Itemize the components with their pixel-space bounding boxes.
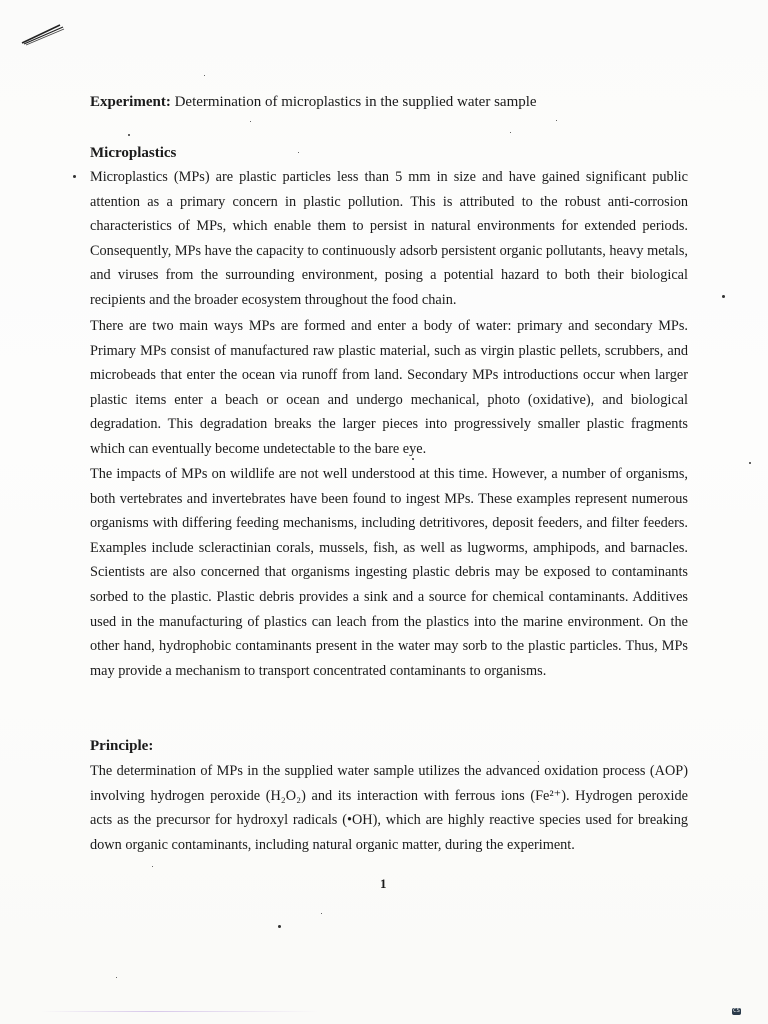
scan-speck [722, 295, 725, 298]
page-number: 1 [380, 876, 387, 891]
title-text: Determination of microplastics in the supplied water sample [170, 94, 537, 110]
scan-speck [321, 913, 322, 914]
scan-speck [278, 925, 281, 928]
pen-scribble-mark [20, 22, 66, 46]
scan-speck [128, 134, 130, 136]
paragraph-mps-definition: Microplastics (MPs) are plastic particles less than 5 mm in size and have gained significant public attention as a primary concern in plastic pollution. This is attributed to the robust anti-corrosion characteristics of MPs, which enable them to persist in natural environments for extended periods. Consequently, MPs have the capacity to continuously adsorb persistent organic pollutants, heavy metals, and viruses from the surrounding environment, posing a potential hazard to both their biological recipients and the broader ecosystem throughout the food chain. [90, 169, 688, 308]
title-label: Experiment: [90, 94, 171, 110]
paragraph-mps-impacts: The impacts of MPs on wildlife are not well understood at this time. However, a number of organisms, both vertebrates and invertebrates have been found to ingest MPs. These examples represent numerous organisms with differing feeding mechanisms, including detritivores, deposit feeders, and filter feeders. Examples include scleractinian corals, mussels, fish, as well as lugworms, amphipods, and barnacles. Scientists are also concerned that organisms ingesting plastic debris may be exposed to contaminants sorbed to the plastic. Plastic debris provides a sink and a source for chemical contaminants. Additives used in the manufacturing of plastics can leach from the plastics into the marine environment. On the other hand, hydrophobic contaminants present in the water may sorb to the plastic particles. Thus, MPs may provide a mechanism to transport concentrated contaminants to organisms. [90, 466, 688, 679]
section-heading-microplastics: Microplastics [90, 145, 177, 161]
scan-speck [152, 866, 153, 867]
scan-speck [204, 75, 205, 76]
scanner-badge-icon: CS [733, 1008, 740, 1014]
scan-speck [556, 120, 557, 121]
scan-speck [538, 761, 539, 762]
paragraph-mps-formation: There are two main ways MPs are formed and enter a body of water: primary and secondary MPs. Primary MPs consist of manufactured raw plastic material, such as virgin plastic pellets, scrubbers, and microbeads that enter the ocean via runoff from land. Secondary MPs introductions occur when larger plastic items enter a beach or ocean and undergo mechanical, photo (oxidative), and biological degradation. This degradation breaks the larger pieces into progressively smaller plastic fragments which can eventually become undetectable to the bare eye. [90, 318, 688, 457]
scan-speck [749, 462, 751, 464]
section-heading-principle: Principle: [90, 738, 154, 754]
experiment-title [90, 91, 537, 113]
scan-speck [412, 458, 414, 460]
scan-speck [298, 152, 299, 153]
scan-speck [73, 175, 76, 178]
scan-edge-line [40, 1011, 320, 1012]
scan-speck [510, 132, 511, 133]
scan-speck [116, 977, 117, 978]
paragraph-principle: The determination of MPs in the supplied water sample utilizes the advanced oxidation process (AOP) involving hydrogen peroxide (H₂O₂) and its interaction with ferrous ions (Fe²⁺). Hydrogen peroxide acts as the precursor for hydroxyl radicals (•OH), which are highly reactive species used for breaking down organic contaminants, including natural organic matter, during the experiment. [90, 763, 688, 853]
scan-speck [250, 121, 251, 122]
